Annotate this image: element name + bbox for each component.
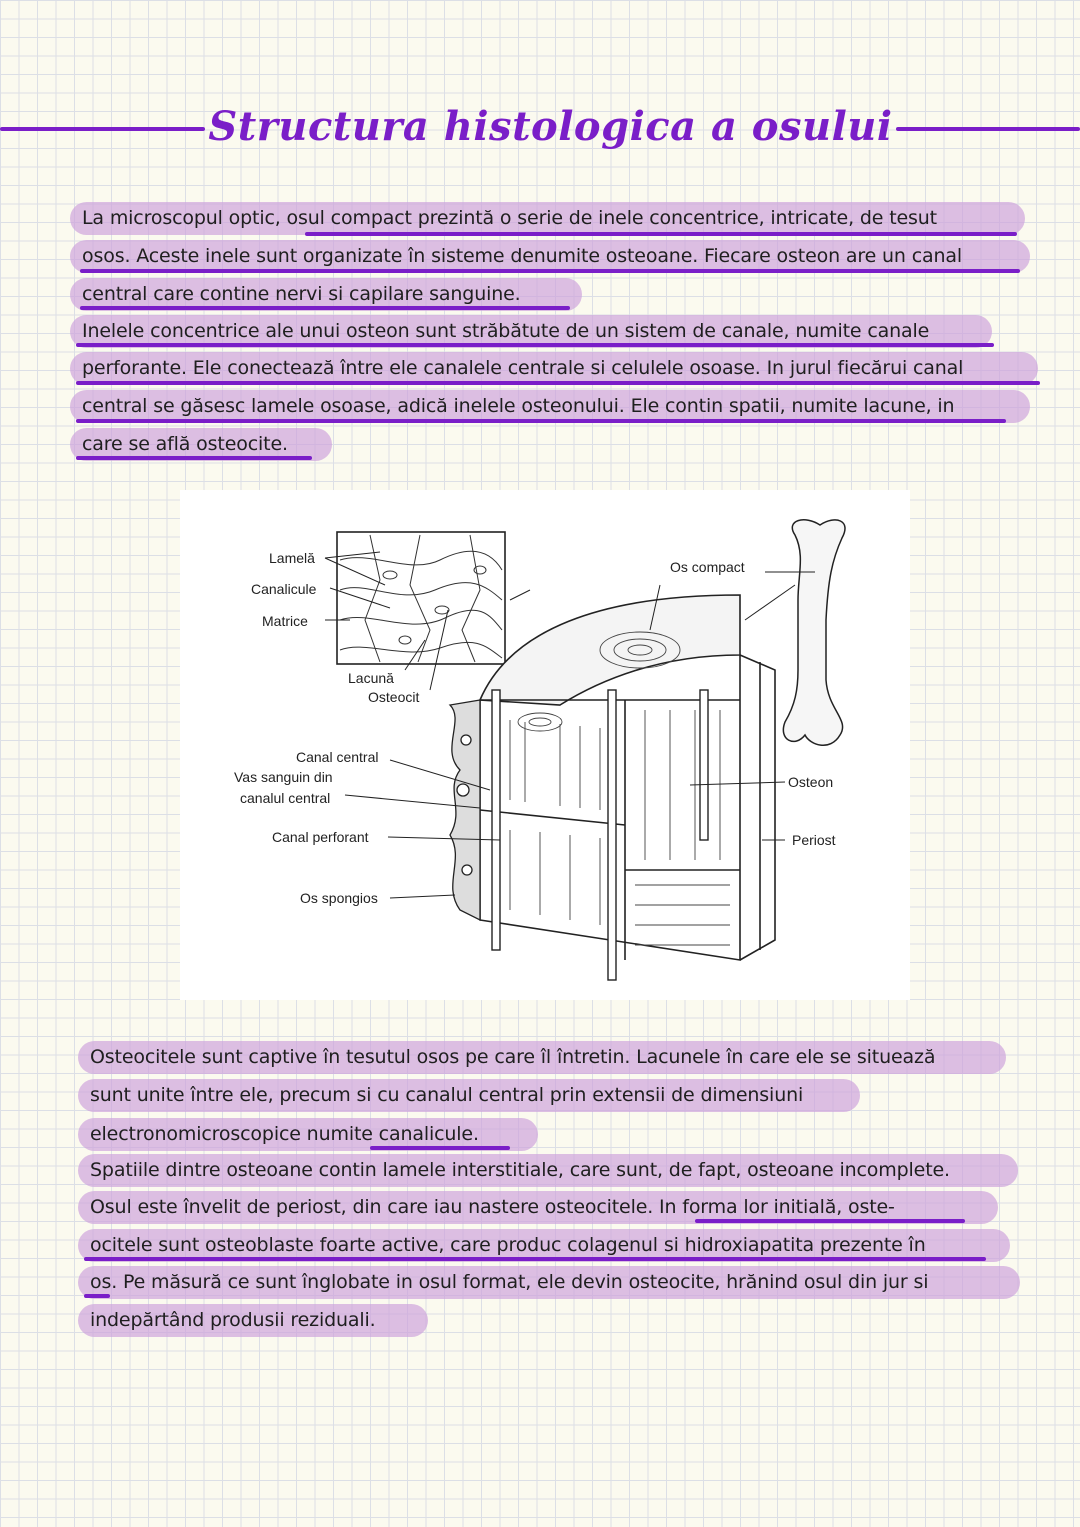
page-title: Structura histologica a osului: [208, 103, 893, 150]
long-bone: [783, 520, 845, 745]
text-line: central care contine nervi si capilare sanguine.: [70, 278, 582, 311]
underline: [80, 269, 1020, 273]
text-line: Osteocitele sunt captive în tesutul osos pe care îl întretin. Lacunele în care ele se situează: [78, 1041, 1006, 1074]
text-line: electronomicroscopice numite canalicule.: [78, 1118, 538, 1151]
title-rule-right: [896, 127, 1080, 131]
underline: [370, 1146, 510, 1150]
text-line: indepărtând produsii reziduali.: [78, 1304, 428, 1337]
text-line: sunt unite între ele, precum si cu canalul central prin extensii de dimensiuni: [78, 1079, 860, 1112]
text-line: Spatiile dintre osteoane contin lamele interstitiale, care sunt, de fapt, osteoane incomplete.: [78, 1154, 1018, 1187]
underline: [76, 456, 312, 460]
text-line: perforante. Ele conectează între ele canalele centrale si celulele osoase. In jurul fiecărui canal: [70, 352, 1038, 385]
label-os-compact: Os compact: [670, 559, 745, 575]
bone-histology-diagram: [180, 490, 910, 1000]
label-vas-sanguin-2: canalul central: [240, 790, 331, 806]
label-periost: Periost: [792, 832, 836, 848]
label-os-spongios: Os spongios: [300, 890, 378, 906]
underline: [80, 306, 570, 310]
label-osteon: Osteon: [788, 774, 834, 790]
label-lacuna: Lacună: [348, 670, 394, 686]
underline: [305, 232, 1017, 236]
title-rule-left: [0, 127, 205, 131]
text-line: Osul este învelit de periost, din care iau nastere osteocitele. In forma lor initială, oste-: [78, 1191, 998, 1224]
label-lamela: Lamelă: [269, 550, 315, 566]
underline: [84, 1257, 986, 1261]
spongy-bone: [450, 700, 480, 920]
bone-block: [480, 595, 775, 960]
text-line: Inelele concentrice ale unui osteon sunt străbătute de un sistem de canale, numite canale: [70, 315, 992, 348]
underline: [76, 419, 1006, 423]
label-canal-perforant: Canal perforant: [272, 829, 369, 845]
label-matrice: Matrice: [262, 613, 308, 629]
text-line: ocitele sunt osteoblaste foarte active, care produc colagenul si hidroxiapatita prezente în: [78, 1229, 1010, 1262]
text-line: care se află osteocite.: [70, 428, 332, 461]
bone-diagram-svg: [180, 490, 910, 1000]
text-line: os. Pe măsură ce sunt înglobate in osul format, ele devin osteocite, hrănind osul din jur si: [78, 1266, 1020, 1299]
label-vas-sanguin: Vas sanguin din: [234, 769, 333, 785]
underline: [76, 343, 994, 347]
label-osteocit: Osteocit: [368, 689, 420, 705]
title-banner: [0, 95, 1080, 165]
text-line: osos. Aceste inele sunt organizate în sisteme denumite osteoane. Fiecare osteon are un canal: [70, 240, 1030, 273]
underline: [84, 1294, 110, 1298]
label-canal-central: Canal central: [296, 749, 379, 765]
underline: [76, 381, 1040, 385]
label-canalicule: Canalicule: [251, 581, 317, 597]
text-line: central se găsesc lamele osoase, adică inelele osteonului. Ele contin spatii, numite lacune, in: [70, 390, 1030, 423]
underline: [695, 1219, 965, 1223]
text-line: La microscopul optic, osul compact prezintă o serie de inele concentrice, intricate, de tesut: [70, 202, 1025, 235]
